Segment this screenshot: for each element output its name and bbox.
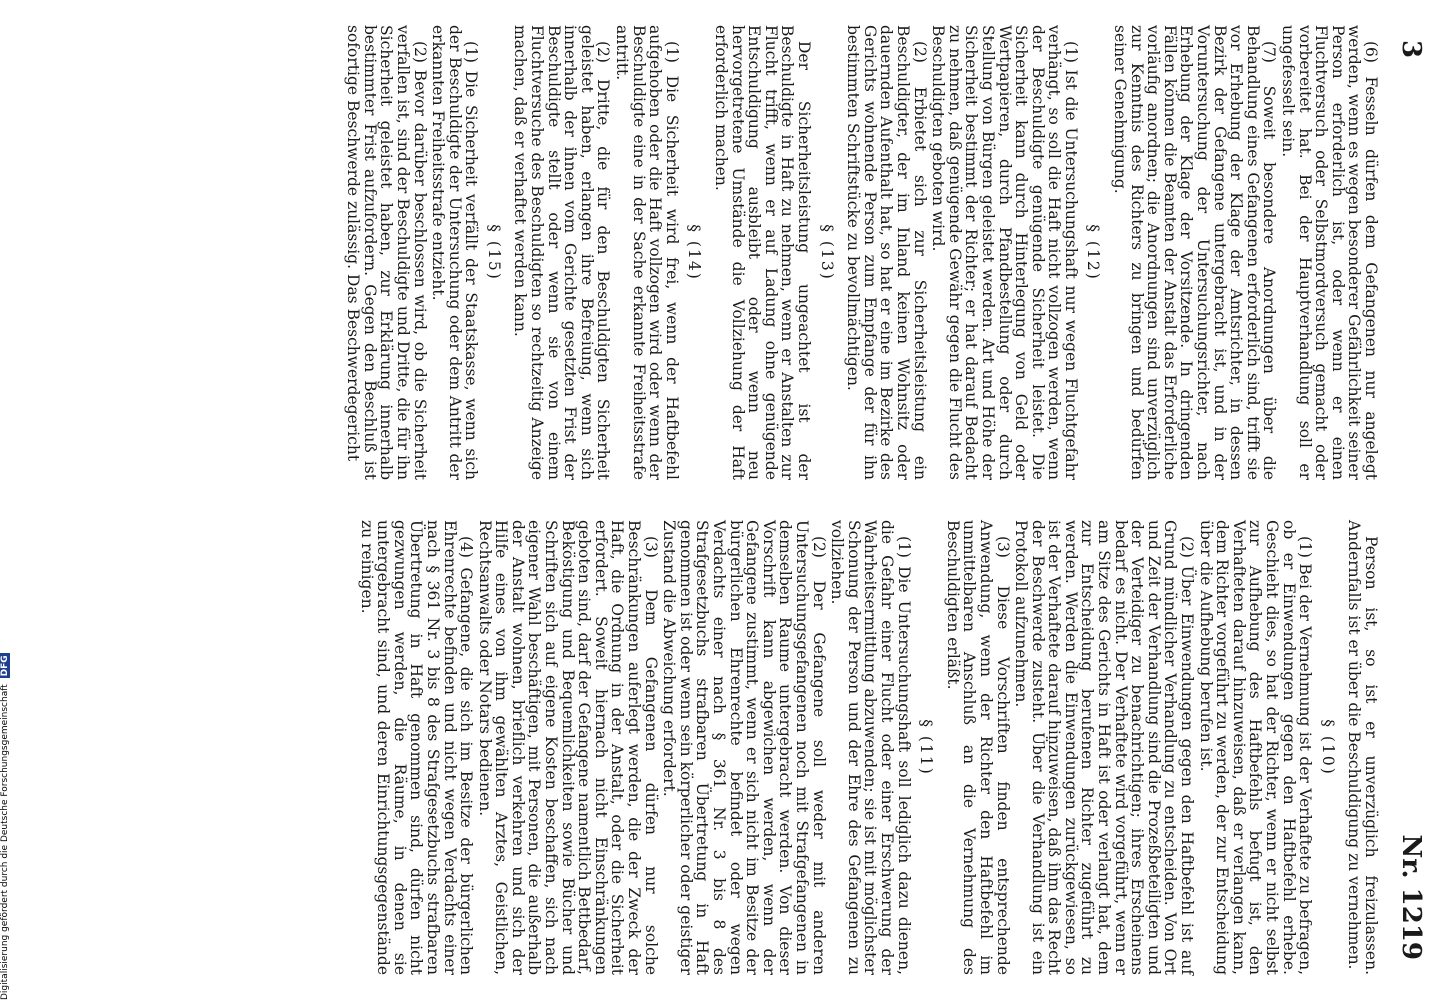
- section-heading: § (12): [1084, 224, 1103, 281]
- page-number: 3: [1396, 40, 1426, 59]
- paragraph: (1) Bei der Vernehmung ist der Verhaftete zu befragen, ob er Einwendungen gegen den Haftbefehl erhebe. Geschieht dies, so hat der Richter, wenn er nicht selbst zur Aufhebung des Haftbefehls befugt ist, den Verhafteten darauf hinzuweisen, daß er verlangen kann, dem Richter vorgeführt zu werden, der zur Entscheidung über die Aufhebung berufen ist.: [1196, 520, 1315, 975]
- paragraph: (1) Die Sicherheit verfällt der Staatskasse, wenn sich der Beschuldigte der Untersuchung oder dem Antritt der erkannten Freiheitsstrafe entzieht.: [429, 25, 481, 480]
- paragraph: Person ist, so ist er unverzüglich freizulassen. Andernfalls ist er über die Beschuldigung zu vernehmen.: [1345, 520, 1380, 975]
- paragraph: (7) Soweit besondere Anordnungen über die Behandlung eines Gefangenen erforderlich sind, trifft sie vor Erhebung der Klage der Amtsrichter, in dessen Bezirk der Gefangene untergebracht ist, und in der Voruntersuchung der Untersuchungsrichter, nach Erhebung der Klage der Vorsitzende. In dringenden Fällen können die Beamten der Anstalt das Erforderliche vorläufig anordnen; die Anordnungen sind unverzüglich zur Kenntnis des Richters zu bringen und bedürfen seiner Genehmigung.: [1111, 25, 1279, 480]
- paragraph: (2) Dritte, die für den Beschuldigten Sicherheit geleistet haben, erlangen ihre Befreiung, wenn sich innerhalb der ihnen vom Gerichte gesetzten Frist der Beschuldigte stellt oder wenn sie von einem Fluchtversuche des Beschuldigten so rechtzeitig Anzeige machen, daß er verhaftet werden kann.: [511, 25, 613, 480]
- left-column: [343, 25, 1379, 480]
- paragraph: (4) Gefangene, die sich im Besitze der bürgerlichen Ehrenrechte befinden und nicht wegen Verdachts einer nach § 361 Nr. 3 bis 8 des Strafgesetzbuchs strafbaren Übertretung in Haft genommen sind, dürfen nicht gezwungen werden, die Räume, in denen sie untergebracht sind, und deren Einrichtungsgegenstände zu reinigen.: [357, 520, 476, 975]
- paragraph: (3) Dem Gefangenen dürfen nur solche Beschränkungen auferlegt werden, die der Zweck der Haft, die Ordnung in der Anstalt, oder die Sicherheit erfordert. Soweit hiernach nicht Einschränkungen geboten sind, darf der Gefangene namentlich Bettbedarf, Beköstigung und Bequemlichkeiten sowie Bücher und Schriften sich auf eigene Kosten beschaffen, sich nach eigener Wahl beschäftigen, mit Personen, die außerhalb der Anstalt wohnen, brieflich verkehren und sich der Hilfe eines von ihm gewählten Arztes, Geistlichen, Rechtsanwalts oder Notars bedienen.: [475, 520, 660, 975]
- document-number: Nr. 1219: [1396, 834, 1426, 960]
- paragraph: (2) Erbietet sich zur Sicherheitsleistung ein Beschuldigter, der im Inland keinen Wohnsitz oder dauernden Aufenthalt hat, so hat er eine im Bezirke des Gerichts wohnende Person zum Empfange der für ihn bestimmten Schriftstücke zu bevollmächtigen.: [844, 25, 929, 480]
- paragraph: (2) Der Gefangene soll weder mit anderen Untersuchungsgefangenen noch mit Strafgefangenen in demselben Raume untergebracht werden. Von dieser Vorschrift kann abgewichen werden, wenn der Gefangene zustimmt, wenn er sich nicht im Besitze der bürgerlichen Ehrenrechte befindet oder wegen Verdachts einer nach § 361 Nr. 3 bis 8 des Strafgesetzbuchs strafbaren Übertretung in Haft genommen ist oder wenn sein körperlicher oder geistiger Zustand die Abweichung erfordert.: [660, 520, 828, 975]
- section-heading: § (11): [917, 719, 936, 776]
- paragraph: (3) Diese Vorschriften finden entsprechende Anwendung, wenn der Richter den Haftbefehl im unmittelbaren Anschluß an die Vernehmung des Beschuldigten erläßt.: [943, 520, 1012, 975]
- right-column: [356, 520, 1379, 975]
- section-heading: § (15): [484, 224, 503, 281]
- section-heading: § (10): [1318, 719, 1337, 776]
- page-header: [1382, 20, 1432, 980]
- dfg-logo: DFG: [0, 655, 10, 677]
- paragraph: (1) Die Sicherheit wird frei, wenn der Haftbefehl aufgehoben oder die Haft vollzogen wird oder wenn der Beschuldigte eine in der Sache erkannte Freiheitsstrafe antritt.: [613, 25, 681, 480]
- paragraph: (6) Fesseln dürfen dem Gefangenen nur angelegt werden, wenn es wegen besonderer Gefährlichkeit seiner Person erforderlich ist, oder wenn er einen Fluchtversuch oder Selbstmordversuch gemacht oder vorbereitet hat. Bei der Hauptverhandlung soll er ungefesselt sein.: [1279, 25, 1380, 480]
- credit-text: Digitalisierung gefördert durch die Deutsche Forschungsgemeinschaft: [0, 684, 10, 1000]
- paragraph: (1) Ist die Untersuchungshaft nur wegen Fluchtgefahr verhängt, so soll die Haft nicht vollzogen werden, wenn der Beschuldigte genügende Sicherheit leistet. Die Sicherheit kann durch Hinterlegung von Geld oder Wertpapieren, durch Pfandbestellung oder durch Stellung von Bürgen geleistet werden. Art und Höhe der Sicherheit bestimmt der Richter; er hat darauf Bedacht zu nehmen, daß genügende Gewähr gegen die Flucht des Beschuldigten geboten wird.: [929, 25, 1080, 480]
- section-heading: § (13): [817, 224, 836, 281]
- paragraph: (1) Die Untersuchungshaft soll lediglich dazu dienen, die Gefahr einer Flucht oder einer Erschwerung der Wahrheitsermittlung abzuwenden; sie ist mit möglichster Schonung der Person und der Ehre des Gefangenen zu vollziehen.: [828, 520, 913, 975]
- paragraph: (2) Bevor darüber beschlossen wird, ob die Sicherheit verfallen ist, sind der Beschuldigte und Dritte, die für ihn Sicherheit geleistet haben, zur Erklärung innerhalb bestimmter Frist aufzufordern. Gegen den Beschluß ist sofortige Beschwerde zulässig. Das Beschwerdegericht: [344, 25, 429, 480]
- paragraph: (2) Über Einwendungen gegen den Haftbefehl ist auf Grund mündlicher Verhandlung zu entscheiden. Von Ort und Zeit der Verhandlung sind die Prozeßbeteiligten und der Verteidiger zu benachrichtigen; ihres Erscheinens bedarf es nicht. Der Verhaftete wird vorgeführt, wenn er am Sitze des Gerichts in Haft ist oder verlangt hat, dem zur Entscheidung berufenen Richter zugeführt zu werden. Werden die Einwendungen zurückgewiesen, so ist der Verhaftete darauf hinzuweisen, daß ihm das Recht der Beschwerde zusteht. Über die Verhandlung ist ein Protokoll aufzunehmen.: [1012, 520, 1197, 975]
- paragraph: Der Sicherheitsleistung ungeachtet ist der Beschuldigte in Haft zu nehmen, wenn er Anstalten zur Flucht trifft, wenn er auf Ladung ohne genügende Entschuldigung ausbleibt oder wenn neu hervorgetretene Umstände die Vollziehung der Haft erforderlich machen.: [712, 25, 813, 480]
- section-heading: § (14): [685, 224, 704, 281]
- digitization-credit: [0, 653, 10, 1000]
